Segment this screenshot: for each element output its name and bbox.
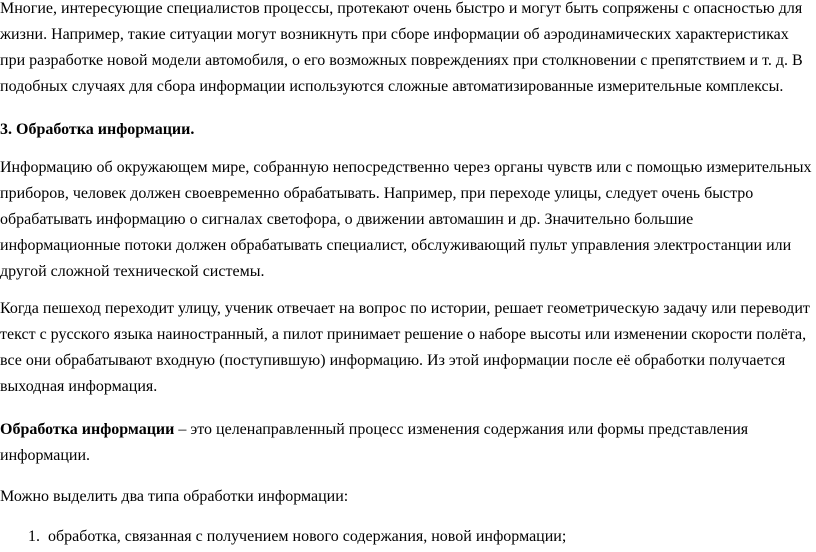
paragraph-examples: Когда пешеход переходит улицу, ученик отвечает на вопрос по истории, решает геометрическую задачу или переводит текст с русского языка наиностранный, а пилот принимает решение о наборе высоты или изменении скорости полёта, все они обрабатывают входную (поступившую) информацию. Из этой информации после её обработки получается выходная информация. [0, 300, 810, 395]
list-item-number: 1. [28, 528, 40, 545]
paragraph-intro: Многие, интересующие специалистов процессы, протекают очень быстро и могут быть сопряжены с опасностью для жизни. Например, такие ситуации могут возникнуть при сборе информации об аэродинамических характеристиках при разработке новой модели автомобиля, о его возможных повреждениях при столкновении с препятствием и т. д. В подобных случаях для сбора информации используются сложные автоматизированные измерительные комплексы. [0, 0, 803, 95]
paragraph-definition [0, 417, 812, 469]
list-item [0, 524, 812, 550]
definition-term: Обработка информации [0, 421, 175, 438]
paragraph-processing: Информацию об окружающем мире, собранную непосредственно через органы чувств или с помощью измерительных приборов, человек должен своевременно обрабатывать. Например, при переходе улицы, следует очень быстро обрабатывать информацию о сигналах светофора, о движении автомашин и др. Значительно большие информационные потоки должен обрабатывать специалист, обслуживающий пульт управления электростанции или другой сложной технической системы. [0, 159, 812, 280]
section-heading: 3. Обработка информации. [0, 121, 195, 138]
definition-text: – это целенаправленный процесс изменения содержания или формы представления информации. [0, 421, 749, 464]
paragraph-types-intro: Можно выделить два типа обработки информации: [0, 488, 349, 505]
list-item-text: обработка, связанная с получением нового содержания, новой информации; [48, 528, 567, 545]
